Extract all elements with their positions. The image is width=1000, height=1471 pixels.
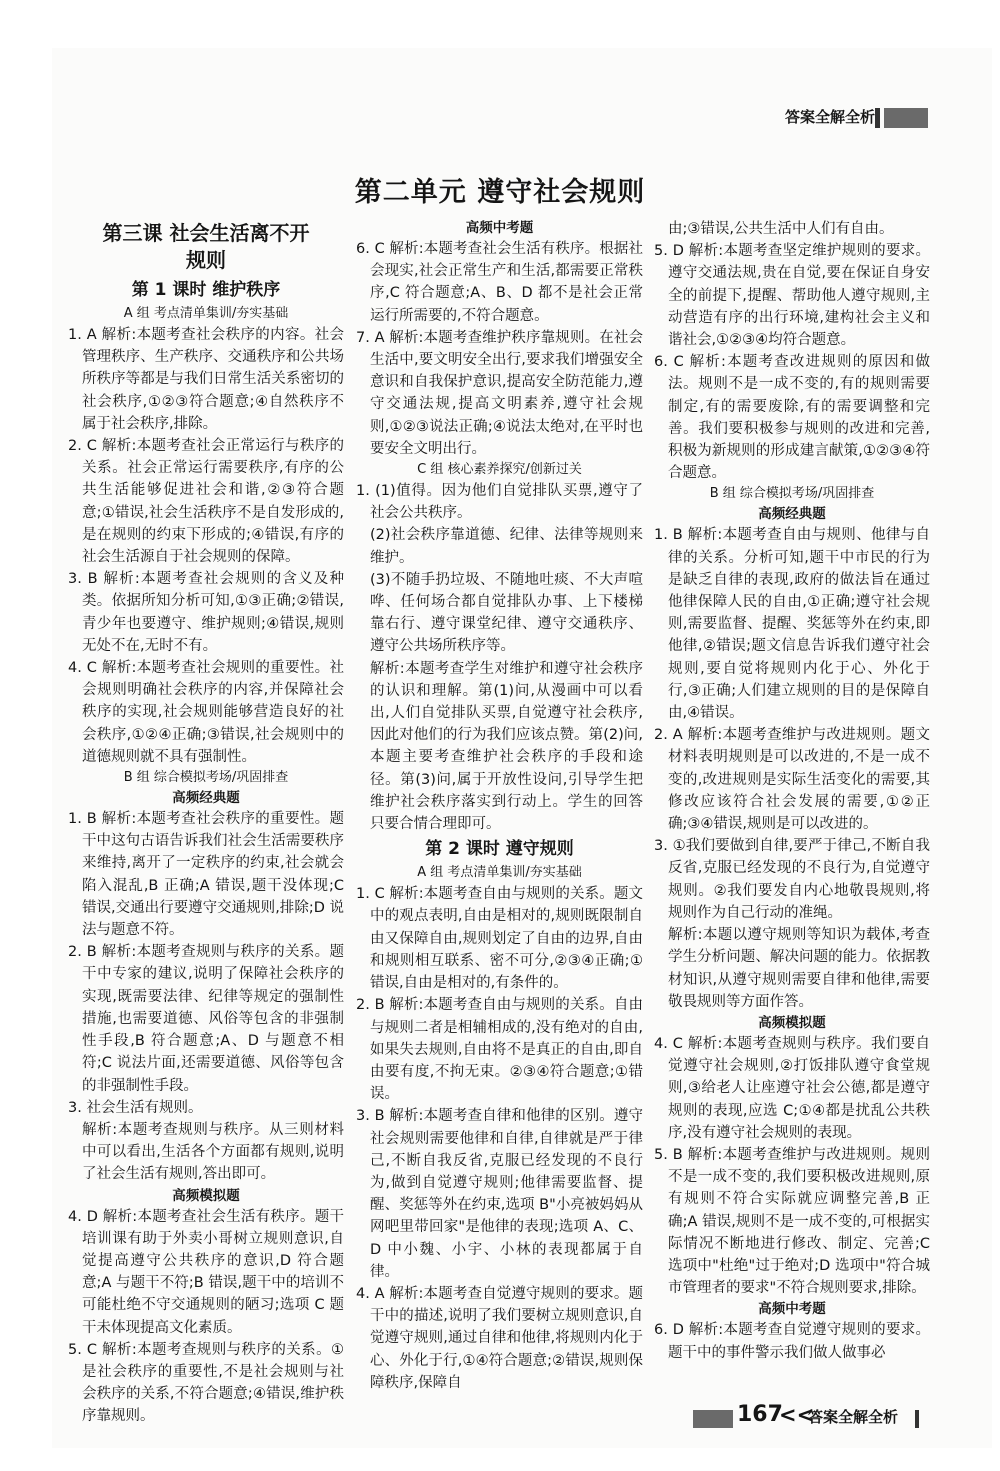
section-heading: 高频经典题 [172, 790, 240, 807]
answer-item: 2. B 解析:本题考查自由与规则的关系。自由与规则二者是相辅相成的,没有绝对的自由,如果失去规则,自由将不是真正的自由,即自由要有度,不拘无束。②③④符合题意;①错误。 [356, 997, 643, 1103]
answer-item: 2. B 解析:本题考查规则与秩序的关系。题干中专家的建议,说明了保障社会秩序的实现,既需要法律、纪律等规定的强制性措施,也需要道德、风俗等包含的非强制性手段,B 符合题意;A、D 与题意不相符;C 说法片面,还需要道德、风俗等包含的非强制性手段。 [68, 944, 344, 1094]
answer-item: 5. B 解析:本题考查维护与改进规则。规则不是一成不变的,我们要积极改进规则,原有规则不符合实际就应调整完善,B 正确;A 错误,规则不是一成不变的,可根据实际情况不断地进行修改、制定、完善;C 选项中"杜绝"过于绝对;D 选项中"符合城市管理者的要求"不符合规则要求,排除。 [654, 1146, 930, 1297]
answer-item: 6. C 解析:本题考查社会生活有秩序。根据社会现实,社会正常生产和生活,都需要正常秩序,C 符合题意;A、B、D 都不是社会正常运行所需要的,不符合题意。 [356, 241, 643, 324]
column-3 [654, 218, 930, 1393]
header-label: 答案全解全析 [784, 108, 875, 126]
header-decoration [875, 108, 928, 128]
answer-item: 2. A 解析:本题考查维护与改进规则。题文材料表明规则是可以改进的,不是一成不变的,改进规则是实际生活变化的需要,其修改应该符合社会发展的需要,①②正确;③④错误,规则是可以改进的。 [654, 727, 930, 833]
answer-item: (3)不随手扔垃圾、不随地吐痰、不大声喧哗、任何场合都自觉排队办事、上下楼梯靠右行、遵守课堂纪律、遵守交通秩序、遵守公共场所秩序等。 [370, 571, 643, 655]
answer-analysis: 解析:本题考查学生对维护和遵守社会秩序的认识和理解。第(1)问,从漫画中可以看出,人们自觉排队买票,自觉遵守社会秩序,因此对他们的行为我们应该点赞。第(2)问,本题主要考查维护社会秩序的手段和途径。第(3)问,属于开放性设问,引导学生把维护社会秩序落实到行动上。学生的回答只要合情合理即可。 [370, 660, 643, 833]
answer-item: 7. A 解析:本题考查维护秩序靠规则。在社会生活中,要文明安全出行,要求我们增强安全意识和自我保护意识,提高安全防范能力,遵守交通法规,提高文明素养,遵守社会规则,①②③说法正确;④说法太绝对,在平时也要安全文明出行。 [356, 329, 643, 457]
group-label: C 组 核心素养探究/创新过关 [417, 462, 582, 478]
answer-item: 4. A 解析:本题考查自觉遵守规则的要求。题干中的描述,说明了我们要树立规则意识,自觉遵守规则,通过自律和他律,将规则内化于心、外化于行,①④符合题意;②错误,规则保障秩序,保障自 [356, 1285, 643, 1391]
answer-item: 1. B 解析:本题考查社会秩序的重要性。题干中这句古语告诉我们社会生活需要秩序来维持,离开了一定秩序的约束,社会就会陷入混乱,B 正确;A 错误,题干没体现;C 错误,交通出行要遵守交通规则,排除;D 说法与题意不符。 [68, 811, 344, 939]
answer-item: 3. B 解析:本题考查社会规则的含义及种类。依据所知分析可知,①③正确;②错误,青少年也要遵守、维护规则;④错误,规则无处不在,无时不有。 [68, 571, 344, 654]
section-heading: 高频中考题 [758, 1301, 826, 1318]
page-number: 167 [737, 1402, 783, 1427]
answer-item: 6. C 解析:本题考查改进规则的原因和做法。规则不是一成不变的,有的规则需要制定,有的需要废除,有的需要调整和完善。我们要积极参与规则的改进和完善,积极为新规则的形成建言献策,①②③④符合题意。 [654, 354, 930, 482]
group-label: B 组 综合模拟考场/巩固排查 [123, 770, 289, 786]
answer-item: 6. D 解析:本题考查自觉遵守规则的要求。题干中的事件警示我们做人做事必 [654, 1322, 930, 1361]
answer-item: 4. D 解析:本题考查社会生活有秩序。题干培训课有助于外卖小哥树立规则意识,自觉提高遵守公共秩序的意识,D 符合题意;A 与题干不符;B 错误,题干中的培训不可能杜绝不守交通规则的陋习;选项 C 题干未体现提高文化素质。 [68, 1208, 344, 1336]
chevron-left-icon: << [779, 1403, 815, 1427]
section-heading: 高频模拟题 [758, 1014, 826, 1031]
answer-item: 5. C 解析:本题考查规则与秩序的关系。①是社会秩序的重要性,不是社会规则与社会秩序的关系,不符合题意;④错误,维护秩序靠规则。 [68, 1341, 344, 1425]
column-2 [356, 218, 643, 1393]
lesson-title: 第三课 社会生活离不开 规则 [102, 221, 310, 272]
period-title: 第 2 课时 遵守规则 [425, 839, 574, 860]
section-heading: 高频经典题 [758, 506, 826, 523]
answer-item: 4. C 解析:本题考查社会规则的重要性。社会规则明确社会秩序的内容,并保障社会秩序的实现,社会规则能够营造良好的社会秩序,①②④正确;③错误,社会规则中的道德规则就不具有强制性。 [68, 660, 344, 765]
answer-item: 1. B 解析:本题考查自由与规则、他律与自律的关系。分析可知,题干中市民的行为是缺乏自律的表现,政府的做法旨在通过他律保障人民的自由,①正确;遵守社会规则,需要监督、提醒、奖惩等外在约束,即他律,②错误;题文信息告诉我们遵守社会规则,要自觉将规则内化于心、外化于行,③正确;人们建立规则的目的是保障自由,④错误。 [654, 527, 930, 722]
answer-analysis: 解析:本题考查规则与秩序。从三则材料中可以看出,生活各个方面都有规则,说明了社会生活有规则,答出即可。 [82, 1121, 344, 1183]
section-heading: 高频中考题 [465, 220, 534, 236]
group-label: A 组 考点清单集训/夯实基础 [417, 865, 582, 881]
footer-decoration [915, 1410, 919, 1428]
answer-continuation: 由;③错误,公共生活中人们有自由。 [668, 221, 894, 237]
footer-decoration [693, 1410, 733, 1428]
answer-item: 1. (1)值得。因为他们自觉排队买票,遵守了社会公共秩序。 [356, 483, 643, 522]
answer-item: 1. A 解析:本题考查社会秩序的内容。社会管理秩序、生产秩序、交通秩序和公共场所秩序等都是与我们日常生活关系密切的社会秩序,①②③符合题意;④自然秩序不属于社会秩序,排除。 [68, 327, 344, 432]
answer-item: (2)社会秩序靠道德、纪律、法律等规则来维护。 [370, 527, 643, 566]
period-title: 第 1 课时 维护秩序 [131, 280, 281, 300]
answer-item: 2. C 解析:本题考查社会正常运行与秩序的关系。社会正常运行需要秩序,有序的公共生活能够促进社会和谐,②③符合题意;①错误,社会生活秩序不是自发形成的,是在规则的约束下形成的;④错误,有序的社会生活源自于社会规则的保障。 [68, 438, 344, 566]
answer-item: 3. B 解析:本题考查自律和他律的区别。遵守社会规则需要他律和自律,自律就是严于律己,不断自我反省,克服已经发现的不良行为,做到自觉遵守规则;他律需要监督、提醒、奖惩等外在约束,选项 B"小亮被妈妈从网吧里带回家"是他律的表现;选项 A、C、D 中小魏、小宇、小林的表现都属于自律。 [356, 1108, 643, 1280]
group-label: A 组 考点清单集训/夯实基础 [123, 306, 289, 321]
section-heading: 高频模拟题 [172, 1187, 240, 1204]
answer-item: 5. D 解析:本题考查坚定维护规则的要求。遵守交通法规,贵在自觉,要在保证自身安全的前提下,提醒、帮助他人遵守规则,主动营造有序的出行环境,建构社会主义和谐社会,①②③④均符合题意。 [654, 243, 930, 349]
unit-title: 第二单元 遵守社会规则 [354, 177, 646, 208]
group-label: B 组 综合模拟考场/巩固排查 [709, 486, 875, 502]
answer-analysis: 解析:本题以遵守规则等知识为载体,考查学生分析问题、解决问题的能力。依据教材知识,从遵守规则需要自律和他律,需要敬畏规则等方面作答。 [668, 927, 930, 1010]
answer-item: 4. C 解析:本题考查规则与秩序。我们要自觉遵守社会规则,②打饭排队遵守食堂规则,③给老人让座遵守社会公德,都是遵守规则的表现,应选 C;①④都是扰乱公共秩序,没有遵守社会规则的表现。 [654, 1035, 930, 1141]
answer-item: 3. 社会生活有规则。 [68, 1099, 203, 1116]
footer-label: 答案全解全析 [808, 1408, 899, 1426]
answer-item: 3. ①我们要做到自律,要严于律己,不断自我反省,克服已经发现的不良行为,自觉遵守规则。②我们要发自内心地敬畏规则,将规则作为自己行动的准绳。 [654, 838, 930, 921]
column-1 [68, 218, 344, 1425]
answer-item: 1. C 解析:本题考查自由与规则的关系。题文中的观点表明,自由是相对的,规则既限制自由又保障自由,规则划定了自由的边界,自由和规则相互联系、密不可分,②③④正确;①错误,自由是相对的,有条件的。 [356, 886, 643, 992]
